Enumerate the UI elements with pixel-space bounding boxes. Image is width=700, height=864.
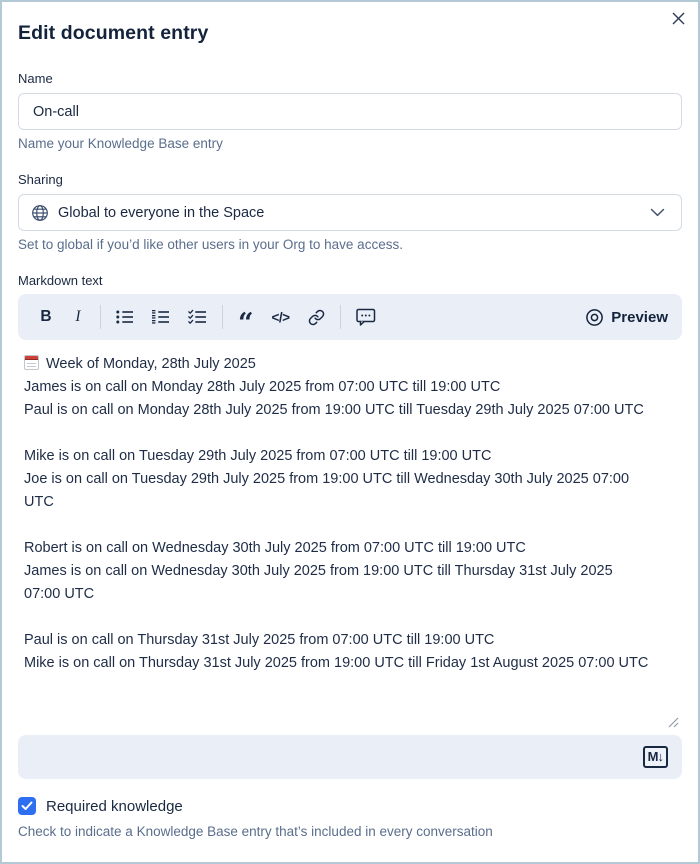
markdown-badge-icon[interactable]: M↓ [643,746,668,768]
bullet-list-button[interactable] [111,303,139,331]
preview-label: Preview [611,308,668,326]
bullet-list-icon [116,309,134,325]
comment-bubble-icon [356,308,376,326]
sharing-select[interactable] [18,194,682,231]
sharing-label: Sharing [18,172,63,187]
link-button[interactable] [303,303,330,331]
checklist-icon [188,309,207,325]
editor-line: Week of Monday, 28th July 2025 [24,353,649,376]
link-icon [308,309,325,326]
close-icon [671,11,686,26]
close-button[interactable] [669,9,687,27]
required-knowledge-label: Required knowledge [46,797,183,815]
ordered-list-icon [152,309,170,325]
markdown-editor-block [18,273,682,779]
editor-line: James is on call on Monday 28th July 2025 from 07:00 UTC till 19:00 UTC [24,379,501,395]
preview-eye-icon [585,308,604,327]
editor-line: Joe is on call on Tuesday 29th July 2025 from 19:00 UTC till Wednesday 30th July 2025 07:00 UTC [24,471,630,510]
editor-line: Paul is on call on Monday 28th July 2025 from 19:00 UTC till Tuesday 29th July 2025 07:00 UTC [24,402,644,418]
toolbar-divider [340,305,341,329]
editor-line [24,422,649,445]
editor-line: Mike is on call on Tuesday 29th July 2025 from 07:00 UTC till 19:00 UTC [24,448,492,464]
sharing-field-block [18,172,682,252]
globe-icon [31,204,49,222]
preview-button[interactable] [585,308,668,327]
editor-line [24,606,649,629]
toolbar-divider [222,305,223,329]
editor-line: Paul is on call on Thursday 31st July 2025 from 07:00 UTC till 19:00 UTC [24,632,495,648]
name-field-block [18,71,682,151]
toolbar-divider [100,305,101,329]
ordered-list-button[interactable] [147,303,175,331]
dialog-title: Edit document entry [18,22,209,44]
resize-handle-icon[interactable] [668,717,679,728]
code-button[interactable]: </> [271,309,290,325]
markdown-toolbar [18,294,682,340]
sharing-helper-text: Set to global if you’d like other users in your Org to have access. [18,237,403,252]
chevron-down-icon [650,208,665,217]
editor-line: Robert is on call on Wednesday 30th July 2025 from 07:00 UTC till 19:00 UTC [24,540,526,556]
name-helper-text: Name your Knowledge Base entry [18,136,223,151]
checklist-button[interactable] [183,303,212,331]
calendar-emoji-icon [24,355,39,370]
markdown-label: Markdown text [18,273,103,288]
comment-button[interactable] [351,303,381,331]
markdown-footer-bar [18,735,682,779]
bold-button[interactable]: B [40,308,52,325]
checkmark-icon [21,801,33,811]
editor-line: James is on call on Wednesday 30th July 2025 from 19:00 UTC till Thursday 31st July 2025 07:00 UTC [24,563,613,602]
italic-button[interactable]: I [75,308,81,325]
editor-line: Mike is on call on Thursday 31st July 2025 from 19:00 UTC till Friday 1st August 2025 07:00 UTC [24,655,649,671]
markdown-textarea[interactable] [18,340,682,731]
sharing-selected-value: Global to everyone in the Space [58,204,265,221]
required-knowledge-row [18,797,682,815]
name-label: Name [18,71,53,86]
required-knowledge-checkbox[interactable] [18,797,36,815]
quote-button[interactable]: “ [238,308,254,339]
name-input[interactable] [18,93,682,130]
editor-line [24,514,649,537]
required-knowledge-helper-text: Check to indicate a Knowledge Base entry that’s included in every conversation [18,824,493,839]
